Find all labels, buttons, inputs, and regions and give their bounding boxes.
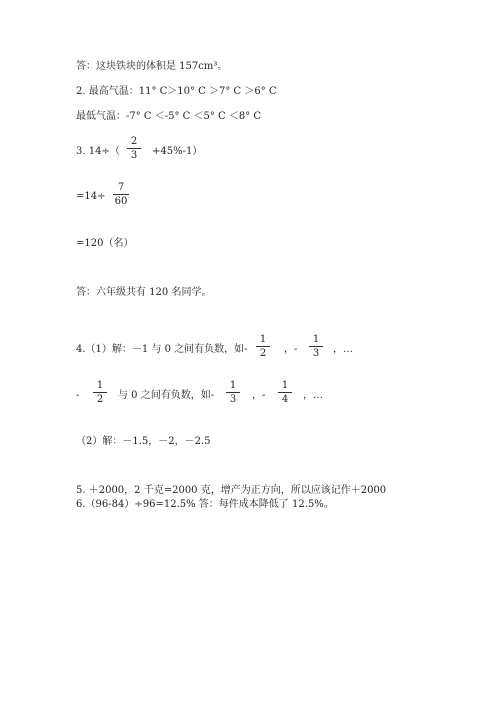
fraction-denominator: 3: [229, 394, 237, 405]
q3-line2-prefix: =14÷: [76, 191, 106, 202]
fraction-bar: [127, 148, 141, 149]
fraction-numerator: 1: [312, 334, 320, 345]
fraction-denominator: 3: [130, 150, 138, 161]
fraction-numerator: 7: [117, 182, 125, 193]
q6-line: 6.（96-84）÷96=12.5% 答：每件成本降低了 12.5%。: [76, 499, 334, 510]
q4-fraction-one-third-b: [226, 380, 240, 405]
lowest-temperature-line: 最低气温：-7° C ＜-5° C ＜5° C ＜8° C: [76, 111, 262, 122]
q4-fraction-one-half: [256, 334, 270, 359]
fraction-bar: [93, 392, 107, 393]
q4-part2-separator: ，-: [252, 390, 266, 401]
fraction-denominator: 3: [312, 348, 320, 359]
fraction-denominator: 2: [96, 394, 104, 405]
fraction-bar: [309, 346, 323, 347]
q4-fraction-one-third: [309, 334, 323, 359]
q4-part1-prefix: 4.（1）解：－1 与 0 之间有负数，如-: [76, 344, 248, 355]
fraction-denominator: 2: [259, 348, 267, 359]
q4-fraction-one-half-b: [93, 380, 107, 405]
fraction-bar: [113, 194, 129, 195]
q4-part2-middle: 与 0 之间有负数，如-: [118, 390, 215, 401]
q4-part2-prefix: -: [76, 390, 80, 401]
highest-temperature-line: 2. 最高气温：11° C＞10° C ＞7° C ＞6° C: [76, 86, 277, 97]
q3-answer: 答：六年级共有 120 名同学。: [76, 287, 212, 298]
answer-volume: 答：这块铁块的体积是 157cm³。: [76, 61, 228, 72]
q4-fraction-one-quarter: [278, 380, 292, 405]
fraction-bar: [226, 392, 240, 393]
q3-line1-suffix: +45%-1）: [152, 146, 203, 157]
q5-line: 5. ＋2000，2 千克=2000 克，增产为正方向，所以应该记作＋2000: [76, 485, 387, 496]
q3-fraction-two-thirds: [127, 136, 141, 161]
fraction-numerator: 1: [229, 380, 237, 391]
fraction-numerator: 1: [259, 334, 267, 345]
fraction-numerator: 1: [281, 380, 289, 391]
q4-part1-separator: ，-: [284, 344, 298, 355]
q3-line1-prefix: 3. 14÷（: [76, 146, 120, 157]
fraction-numerator: 1: [96, 380, 104, 391]
q3-result: =120（名）: [76, 238, 134, 249]
q4-part2-answer: （2）解：－1.5，－2，－2.5: [76, 436, 211, 447]
fraction-bar: [256, 346, 270, 347]
fraction-bar: [278, 392, 292, 393]
fraction-denominator: 4: [281, 394, 289, 405]
fraction-numerator: 2: [130, 136, 138, 147]
q4-part1-ellipsis: ，…: [333, 344, 353, 355]
q3-fraction-seven-sixtieths: [113, 182, 129, 207]
fraction-denominator: 60: [114, 196, 128, 207]
q4-part2-ellipsis: ，…: [303, 390, 323, 401]
